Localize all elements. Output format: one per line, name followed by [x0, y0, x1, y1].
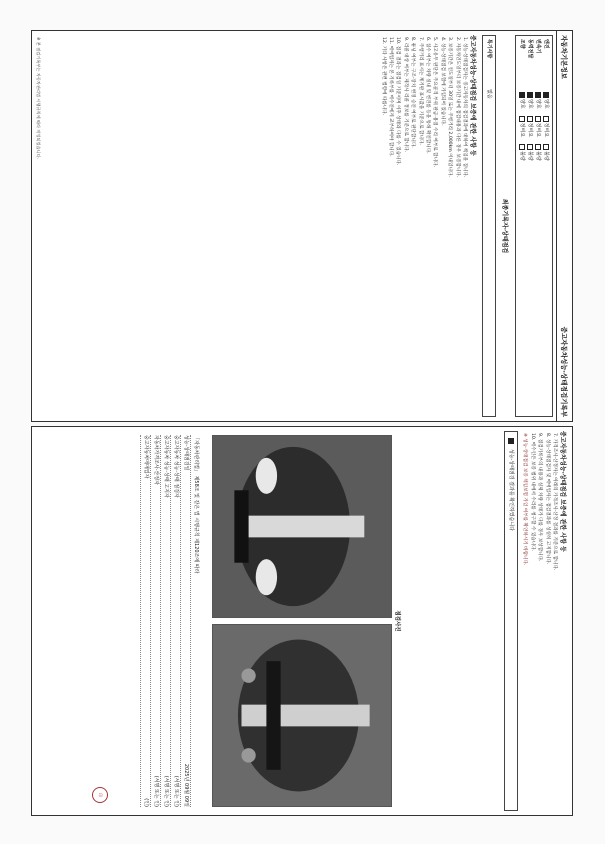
form-title: 자동차기본정보: [559, 35, 568, 79]
signature-block: 특기사항 없음: [482, 35, 496, 417]
notice-title: 중고자동차성능·상태점검 보증에 관한 사항 등: [468, 35, 476, 156]
checkbox-icon[interactable]: [507, 438, 513, 444]
confirmation-box: 성능·상태점검 결과를 확인하였습니다: [503, 431, 517, 811]
checkbox-icon[interactable]: [527, 116, 533, 122]
checkbox-icon[interactable]: [535, 144, 541, 150]
left-panel: [31, 30, 573, 422]
footnote: ※ 본 점검기록부는 자동차관리법 시행규칙에 따라 작성되었습니다.: [35, 37, 41, 160]
form-header: [556, 31, 572, 421]
condition-row: 엔진 양호 정비요 불량: [542, 39, 549, 161]
seal-stamp-icon: 印: [92, 787, 108, 803]
right-clauses: 7. 가격조사·산정자는 아래의 가격조사·산정 결과를 기준으로 합니다. 8. 성능·상태점검자 및 매매업자는 점검결과를 성실히 고지합니다. 9. 점검기록부의 내용과 실제 차량 상태가 다를 경우 보상합니다. 10. 매수인은 보증 범위 내에서 수리를 청구할 수 있습니다. ※ 성능·상태점검 보증 책임보험 가입 여부를 확인하시기 바랍니다.: [521, 433, 557, 571]
notice-body: 1. 성능·상태점검자는 중고자동차의 점검결과에 대하여 책임을 집니다. 2. 자동차인도일부터 보증기간 내에 점검내용과 다른 경우 보증합니다. 3. 보증기간은 인도일부터 30일 또는 주행거리 2,000km 이내입니다. 4. 성능·상태점검 보험에 가입되어 있습니다. 5. 사고유무 판단은 주요골격 부위 판금·용접 수리 여부로 합니다. 6. 침수 여부는 차량 실내 및 엔진룸 등을 통해 확인합니다. 7. 주행거리 표시는 계기판 표시값을 기준으로 합니다. 8. 튜닝 여부는 구조·장치 변경 승인 여부로 판단합니다. 9. 리콜 대상 여부는 제작사 리콜 정보를 기준으로 합니다. 10. 점검 결과는 점검일 기준이며 이후 상태와 다를 수 있습니다. 11. 매매업자는 본 기록부를 매수인에게 교부하여야 합니다. 12. 기타 사항은 관련 법령에 따릅니다.: [380, 37, 467, 178]
checkbox-icon[interactable]: [535, 92, 541, 98]
condition-row: 동력전달 양호 정비요 불량: [526, 39, 533, 161]
checkbox-icon[interactable]: [519, 92, 525, 98]
checkbox-icon[interactable]: [543, 144, 549, 150]
signature-area: 「자동차관리법」 제58조 및 같은 법 시행규칙 제120조에 따라 성능·상태점검일 2025년 09월 09일 중고자동차 성능·상태 점검자 (서명 또는 인) 중고자동차 성능·상태 고지자 (서명 또는 인) 자동차가격조사·산정자 (서명 또는 인) 중고자동차매매업자 (인): [40, 435, 200, 807]
car-rear-image: [213, 625, 391, 806]
right-panel: [31, 426, 573, 816]
checkbox-icon[interactable]: [543, 92, 549, 98]
checkbox-icon[interactable]: [527, 92, 533, 98]
right-section-title: 중고자동차성능·상태점검 보증에 관한 사항 등: [558, 431, 566, 552]
checkbox-icon[interactable]: [527, 144, 533, 150]
photo-section: [212, 435, 392, 807]
checkbox-icon[interactable]: [519, 116, 525, 122]
car-front-image: [213, 436, 391, 617]
final-inspection-label: 최종기록자·상태점검: [500, 198, 508, 254]
condition-table: [515, 35, 553, 417]
checkbox-icon[interactable]: [535, 116, 541, 122]
vehicle-photo-rear: [212, 624, 392, 807]
checkbox-icon[interactable]: [519, 144, 525, 150]
condition-row: 변속기 양호 정비요 불량: [534, 39, 541, 161]
photo-caption: 점검사진: [393, 610, 400, 632]
vehicle-photo-front: [212, 435, 392, 618]
condition-row: 조향 양호 정비요 불량: [518, 39, 525, 161]
checkbox-icon[interactable]: [543, 116, 549, 122]
rotated-sheet: [23, 22, 583, 822]
form-subtitle: 중고자동차성능·상태점검기록부: [559, 326, 568, 417]
